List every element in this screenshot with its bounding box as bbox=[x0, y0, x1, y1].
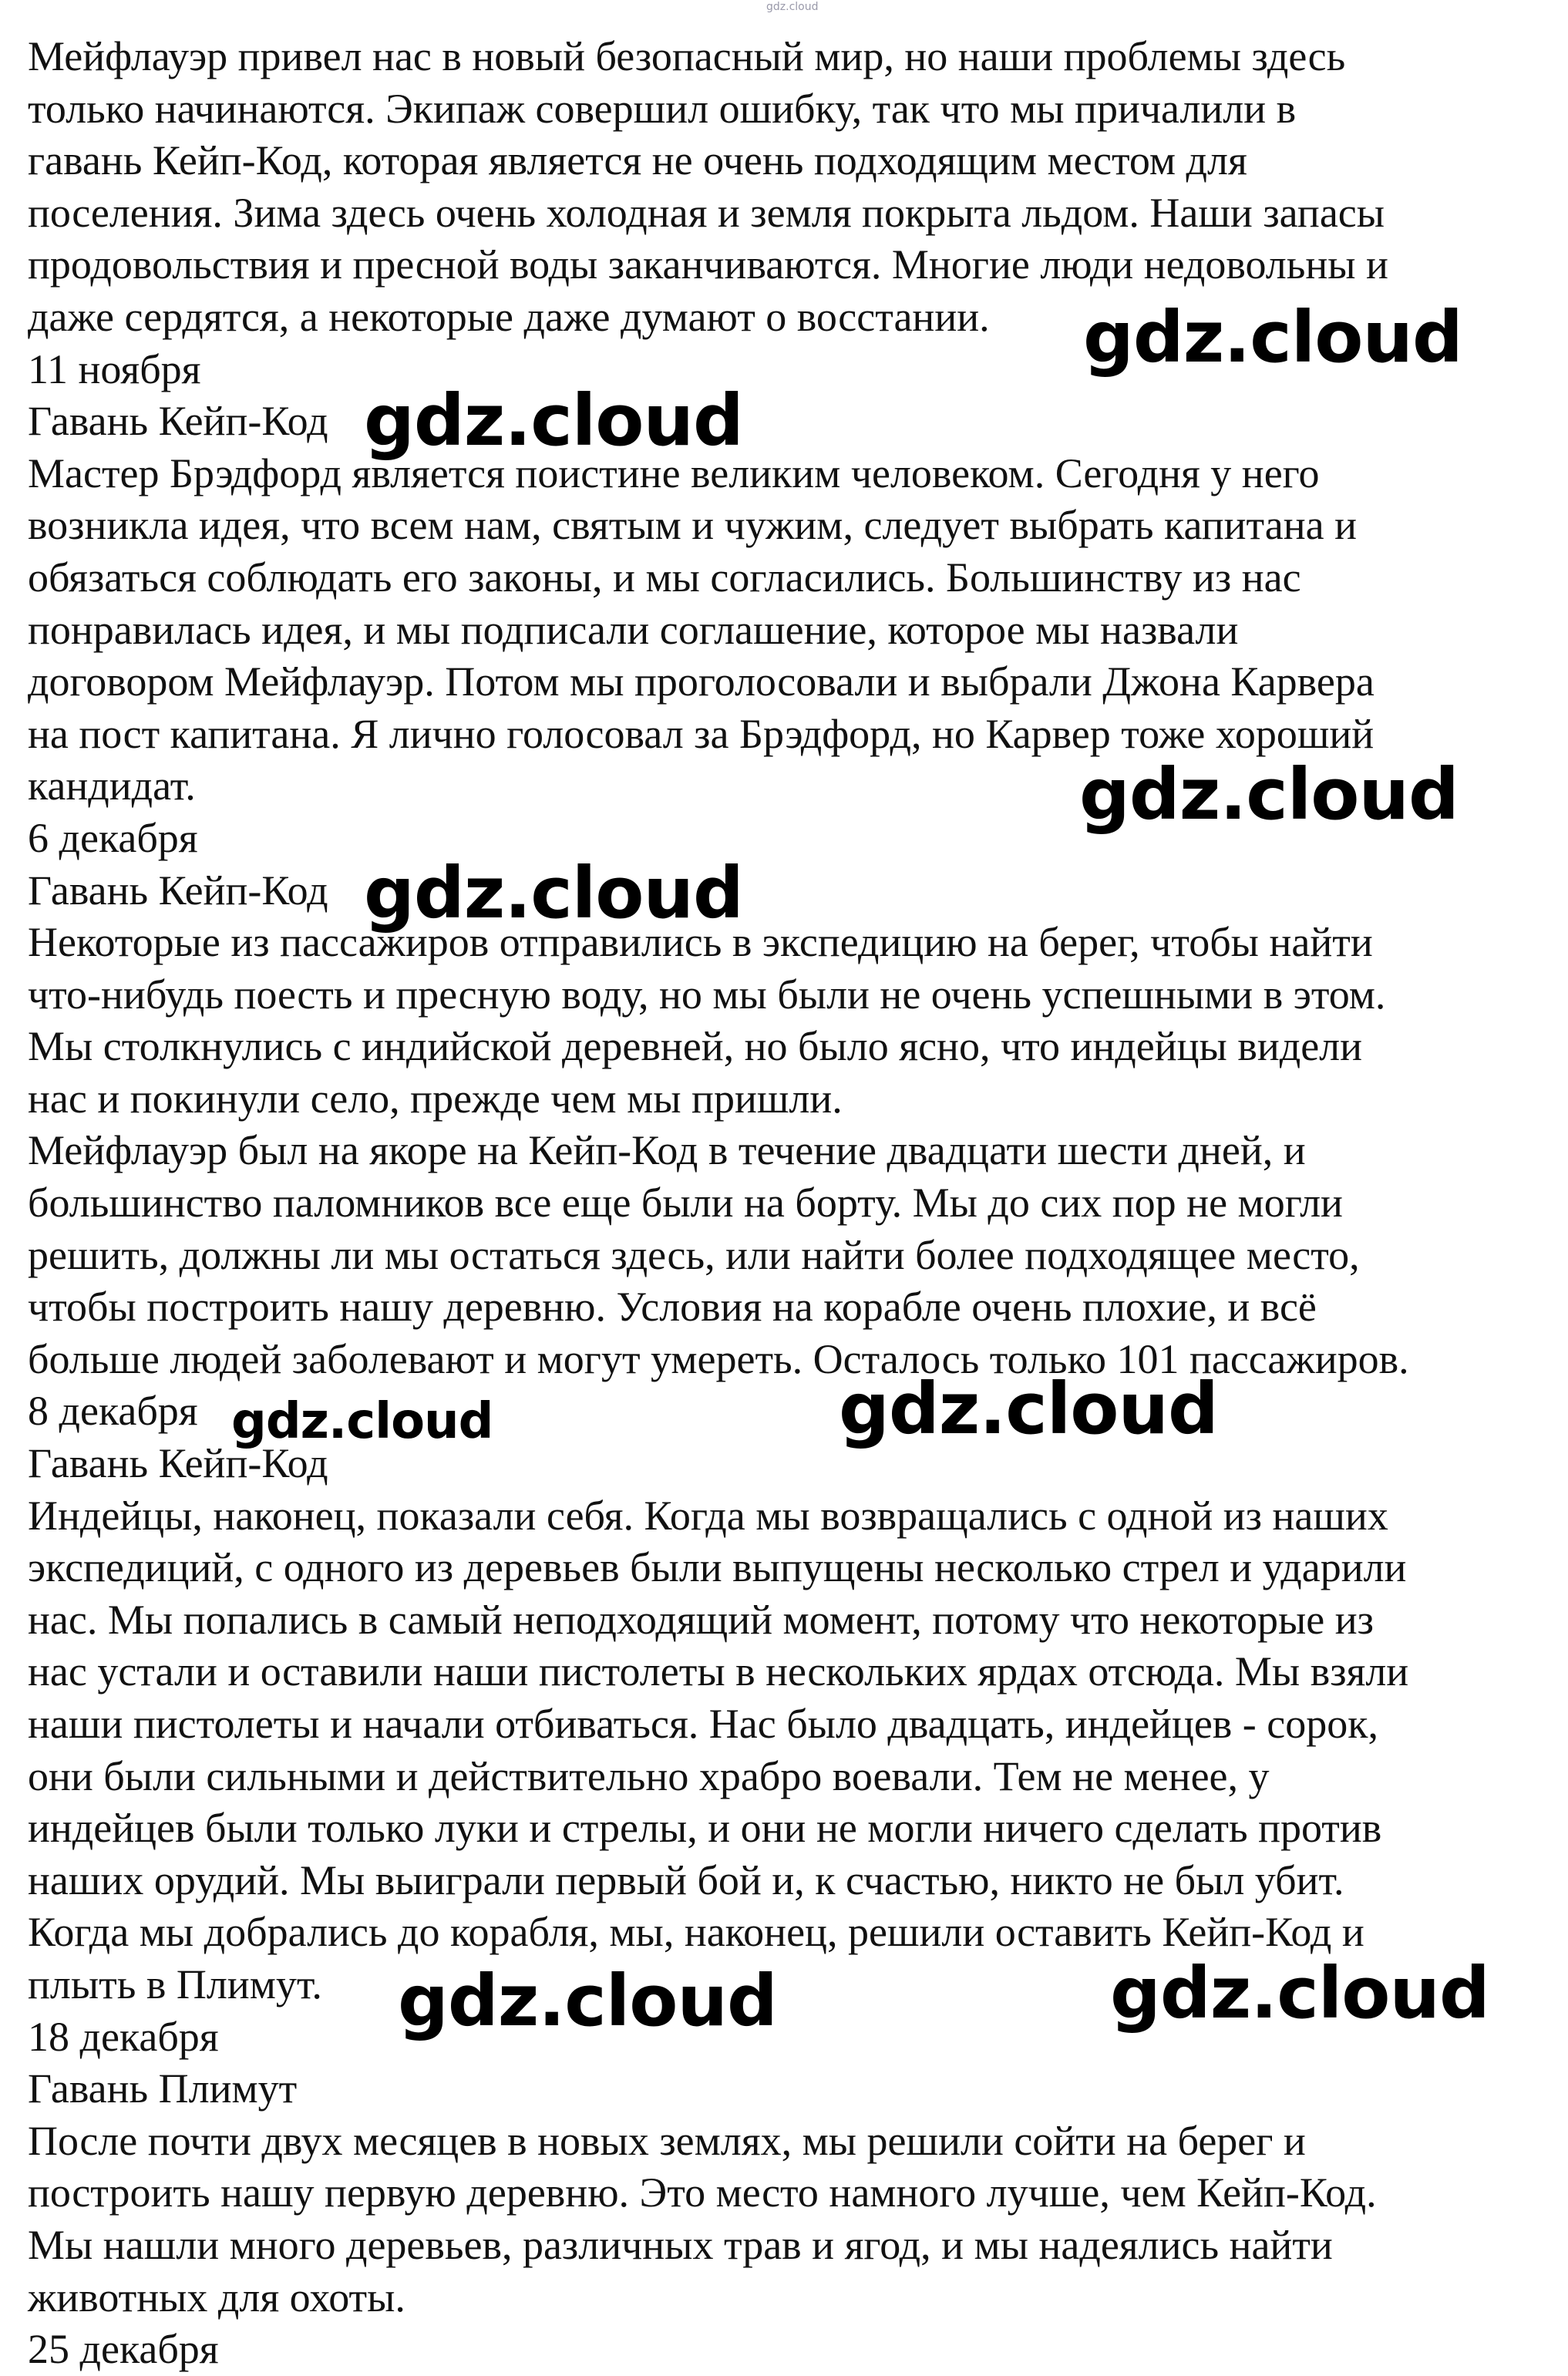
text-line: Мейфлауэр был на якоре на Кейп-Код в течение двадцати шести дней, и bbox=[28, 1127, 1306, 1174]
text-line: плыть в Плимут. bbox=[28, 1960, 322, 2007]
text-line: нас устали и оставили наши пистолеты в нескольких ярдах отсюда. Мы взяли bbox=[28, 1648, 1409, 1695]
text-line: Мы столкнулись с индийской деревней, но было ясно, что индейцы видели bbox=[28, 1023, 1363, 1070]
text-line: Индейцы, наконец, показали себя. Когда мы возвращались с одной из наших bbox=[28, 1492, 1388, 1539]
text-line: нас и покинули село, прежде чем мы пришли. bbox=[28, 1075, 843, 1122]
watermark: gdz.cloud bbox=[1110, 1952, 1489, 2034]
text-line: Мейфлауэр привел нас в новый безопасный мир, но наши проблемы здесь bbox=[28, 33, 1346, 79]
place-line: Гавань Кейп-Код bbox=[28, 398, 328, 445]
date-line: 18 декабря bbox=[28, 2013, 219, 2060]
text-line: Мастер Брэдфорд является поистине великим человеком. Сегодня у него bbox=[28, 449, 1320, 496]
text-line: что-нибудь поесть и пресную воду, но мы были не очень успешными в этом. bbox=[28, 971, 1386, 1018]
text-line: даже сердятся, а некоторые даже думают о восстании. bbox=[28, 293, 990, 340]
place-line: Гавань Кейп-Код bbox=[28, 867, 328, 914]
watermark: gdz.cloud bbox=[839, 1368, 1218, 1450]
watermark-top: gdz.cloud bbox=[766, 1, 819, 13]
text-line: наших орудий. Мы выиграли первый бой и, к счастью, никто не был убит. bbox=[28, 1856, 1344, 1903]
text-line: понравилась идея, и мы подписали соглашение, которое мы назвали bbox=[28, 606, 1239, 653]
text-line: гавань Кейп-Код, которая является не очень подходящим местом для bbox=[28, 137, 1247, 184]
text-line: Мы нашли много деревьев, различных трав и ягод, и мы надеялись найти bbox=[28, 2221, 1333, 2268]
text-line: на пост капитана. Я лично голосовал за Брэдфорд, но Карвер тоже хороший bbox=[28, 710, 1375, 757]
place-line: Гавань Плимут bbox=[28, 2065, 298, 2112]
place-line: Гавань Кейп-Код bbox=[28, 1440, 328, 1487]
text-line: кандидат. bbox=[28, 762, 196, 809]
watermark: gdz.cloud bbox=[1079, 753, 1459, 836]
text-line: решить, должны ли мы остаться здесь, или найти более подходящее место, bbox=[28, 1231, 1360, 1278]
text-line: договором Мейфлауэр. Потом мы проголосовали и выбрали Джона Карвера bbox=[28, 658, 1375, 705]
text-line: продовольствия и пресной воды заканчиваются. Многие люди недовольны и bbox=[28, 241, 1388, 288]
date-line: 6 декабря bbox=[28, 814, 198, 861]
text-line: индейцев были только луки и стрелы, и они не могли ничего сделать против bbox=[28, 1805, 1382, 1852]
text-line: наши пистолеты и начали отбиваться. Нас было двадцать, индейцев - сорок, bbox=[28, 1701, 1378, 1747]
text-line: После почти двух месяцев в новых землях, мы решили сойти на берег и bbox=[28, 2117, 1306, 2164]
text-line: экспедиций, с одного из деревьев были выпущены несколько стрел и ударили bbox=[28, 1544, 1407, 1591]
date-line: 11 ноября bbox=[28, 345, 201, 392]
text-line: возникла идея, что всем нам, святым и чужим, следует выбрать капитана и bbox=[28, 502, 1357, 549]
text-line: они были сильными и действительно храбро воевали. Тем не менее, у bbox=[28, 1752, 1270, 1799]
text-line: Когда мы добрались до корабля, мы, наконец, решили оставить Кейп-Код и bbox=[28, 1909, 1364, 1956]
text-line: животных для охоты. bbox=[28, 2273, 405, 2320]
text-line: большинство паломников все еще были на борту. Мы до сих пор не могли bbox=[28, 1180, 1343, 1227]
text-line: обязаться соблюдать его законы, и мы согласились. Большинству из нас bbox=[28, 554, 1301, 601]
text-line: нас. Мы попались в самый неподходящий момент, потому что некоторые из bbox=[28, 1596, 1375, 1643]
watermark: gdz.cloud bbox=[1083, 296, 1462, 379]
text-line: чтобы построить нашу деревню. Условия на корабле очень плохие, и всё bbox=[28, 1284, 1317, 1331]
watermark: gdz.cloud bbox=[364, 852, 743, 934]
text-line: Некоторые из пассажиров отправились в экспедицию на берег, чтобы найти bbox=[28, 919, 1373, 966]
text-line: поселения. Зима здесь очень холодная и земля покрыта льдом. Наши запасы bbox=[28, 189, 1385, 236]
date-line: 8 декабря bbox=[28, 1388, 198, 1435]
watermark: gdz.cloud bbox=[398, 1960, 777, 2042]
watermark: gdz.cloud bbox=[364, 379, 743, 462]
text-line: больше людей заболевают и могут умереть. Осталось только 101 пассажиров. bbox=[28, 1335, 1409, 1382]
text-line: только начинаются. Экипаж совершил ошибку, так что мы причалили в bbox=[28, 85, 1297, 132]
text-line: построить нашу первую деревню. Это место намного лучше, чем Кейп-Код. bbox=[28, 2169, 1377, 2216]
date-line: 25 декабря bbox=[28, 2326, 219, 2373]
watermark: gdz.cloud bbox=[231, 1393, 493, 1450]
